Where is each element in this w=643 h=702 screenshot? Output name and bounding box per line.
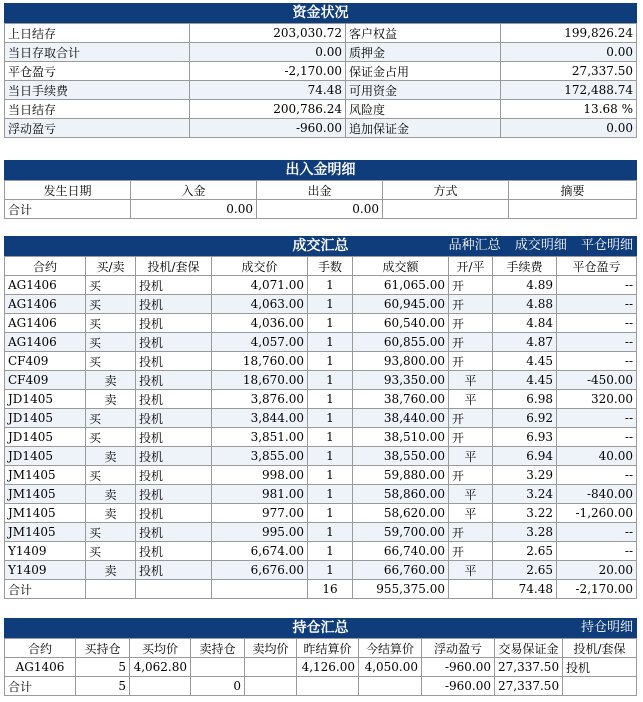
table-row — [5, 352, 637, 371]
positions-total-empty — [130, 677, 191, 696]
trades-cell: 1 — [308, 276, 353, 295]
trades-cell: 投机 — [136, 295, 212, 314]
positions-col-header: 投机/套保 — [563, 639, 637, 658]
trades-cell: 38,760.00 — [353, 390, 449, 409]
trades-cell: 4.45 — [493, 371, 557, 390]
fund-table — [4, 23, 637, 138]
trades-col-header: 手数 — [308, 257, 353, 276]
fund-value: 27,337.50 — [501, 62, 637, 81]
trades-total-empty — [449, 580, 493, 599]
inout-col-method: 方式 — [383, 181, 509, 200]
trades-cell: 卖 — [86, 447, 136, 466]
trades-cell: 买 — [86, 428, 136, 447]
trades-total-amount: 955,375.00 — [353, 580, 449, 599]
trades-cell: 981.00 — [212, 485, 308, 504]
table-row — [5, 447, 637, 466]
trades-table — [4, 256, 637, 599]
table-row — [5, 523, 637, 542]
trades-cell: 3.28 — [493, 523, 557, 542]
inout-total-out: 0.00 — [257, 200, 383, 219]
trades-cell: 2.65 — [493, 561, 557, 580]
inout-header-row — [5, 181, 637, 200]
trades-cell: 买 — [86, 466, 136, 485]
positions-total-margin: 27,337.50 — [495, 677, 563, 696]
trades-cell: 6,674.00 — [212, 542, 308, 561]
trades-cell: 3.29 — [493, 466, 557, 485]
positions-col-header: 买持仓 — [76, 639, 130, 658]
trades-cell: 66,760.00 — [353, 561, 449, 580]
trades-cell: -- — [557, 333, 637, 352]
trades-cell: 1 — [308, 352, 353, 371]
positions-title: 持仓汇总 — [292, 620, 349, 636]
trades-col-header: 手续费 — [493, 257, 557, 276]
trades-cell: -- — [557, 352, 637, 371]
trades-cell: 60,540.00 — [353, 314, 449, 333]
link-variety-summary[interactable]: 品种汇总 — [448, 238, 501, 253]
trades-cell: 投机 — [136, 542, 212, 561]
positions-cell: 5 — [76, 658, 130, 677]
trades-cell: 买 — [86, 542, 136, 561]
trades-cell: 1 — [308, 504, 353, 523]
trades-header — [4, 236, 637, 256]
table-row — [5, 314, 637, 333]
inout-col-summary: 摘要 — [509, 181, 637, 200]
trades-cell: JD1405 — [5, 409, 86, 428]
trades-cell: -- — [557, 276, 637, 295]
trades-cell: 卖 — [86, 390, 136, 409]
fund-label: 上日结存 — [5, 24, 190, 43]
positions-cell: 27,337.50 — [495, 658, 563, 677]
trades-cell: 2.65 — [493, 542, 557, 561]
trades-cell: 60,855.00 — [353, 333, 449, 352]
fund-value: 203,030.72 — [190, 24, 346, 43]
trades-cell: 投机 — [136, 333, 212, 352]
trades-cell: AG1406 — [5, 333, 86, 352]
trades-cell: 1 — [308, 542, 353, 561]
fund-label: 追加保证金 — [346, 119, 501, 138]
fund-label: 可用资金 — [346, 81, 501, 100]
trades-cell: 开 — [449, 523, 493, 542]
positions-cell: 4,050.00 — [359, 658, 422, 677]
trades-cell: 投机 — [136, 504, 212, 523]
positions-total-float: -960.00 — [422, 677, 495, 696]
positions-total-buy: 5 — [76, 677, 130, 696]
trades-cell: -- — [557, 523, 637, 542]
positions-cell — [245, 658, 297, 677]
positions-cell: 4,062.80 — [130, 658, 191, 677]
trades-cell: CF409 — [5, 371, 86, 390]
fund-value: -2,170.00 — [190, 62, 346, 81]
trades-cell: 61,065.00 — [353, 276, 449, 295]
trades-cell: JM1405 — [5, 523, 86, 542]
inout-total-row — [5, 200, 637, 219]
trades-col-header: 成交额 — [353, 257, 449, 276]
trades-total-lots: 16 — [308, 580, 353, 599]
trades-cell: -- — [557, 409, 637, 428]
trades-cell: 投机 — [136, 466, 212, 485]
trades-cell: 1 — [308, 523, 353, 542]
trades-cell: 38,550.00 — [353, 447, 449, 466]
trades-cell: 4.45 — [493, 352, 557, 371]
positions-col-header: 卖持仓 — [191, 639, 245, 658]
trades-total-empty — [136, 580, 212, 599]
trades-cell: 4.88 — [493, 295, 557, 314]
trades-total-row — [5, 580, 637, 599]
trades-cell: 买 — [86, 409, 136, 428]
positions-header-row — [5, 639, 637, 658]
trades-cell: AG1406 — [5, 295, 86, 314]
table-row — [5, 561, 637, 580]
trades-cell: 开 — [449, 409, 493, 428]
trades-cell: 卖 — [86, 371, 136, 390]
trades-cell: 3.22 — [493, 504, 557, 523]
trades-cell: 4,063.00 — [212, 295, 308, 314]
inout-total-label: 合计 — [5, 200, 131, 219]
trades-cell: Y1409 — [5, 561, 86, 580]
inout-title: 出入金明细 — [285, 162, 356, 178]
fund-label: 浮动盈亏 — [5, 119, 190, 138]
trades-cell: 58,620.00 — [353, 504, 449, 523]
inout-total-summary — [509, 200, 637, 219]
trades-cell: 1 — [308, 314, 353, 333]
positions-section — [4, 618, 637, 696]
trades-cell: 93,800.00 — [353, 352, 449, 371]
trades-cell: 977.00 — [212, 504, 308, 523]
trades-cell: 平 — [449, 485, 493, 504]
trades-cell: 4,036.00 — [212, 314, 308, 333]
fund-row — [5, 81, 637, 100]
positions-cell: 4,126.00 — [297, 658, 359, 677]
trades-cell: 3.24 — [493, 485, 557, 504]
trades-total-empty — [212, 580, 308, 599]
trades-cell: 买 — [86, 276, 136, 295]
trades-cell: 投机 — [136, 371, 212, 390]
trades-cell: 买 — [86, 333, 136, 352]
trades-cell: JD1405 — [5, 390, 86, 409]
trades-col-header: 平仓盈亏 — [557, 257, 637, 276]
trades-cell: 开 — [449, 276, 493, 295]
trades-cell: 4,071.00 — [212, 276, 308, 295]
trades-cell: -840.00 — [557, 485, 637, 504]
table-row — [5, 409, 637, 428]
trades-cell: AG1406 — [5, 314, 86, 333]
trades-cell: 995.00 — [212, 523, 308, 542]
trades-total-label: 合计 — [5, 580, 86, 599]
table-row — [5, 504, 637, 523]
trades-cell: 1 — [308, 295, 353, 314]
fund-value: 0.00 — [501, 119, 637, 138]
positions-cell — [191, 658, 245, 677]
trades-cell: 投机 — [136, 428, 212, 447]
trades-cell: 1 — [308, 485, 353, 504]
fund-row — [5, 24, 637, 43]
trades-cell: -- — [557, 466, 637, 485]
trades-cell: -- — [557, 314, 637, 333]
positions-total-row — [5, 677, 637, 696]
fund-row — [5, 119, 637, 138]
positions-col-header: 合约 — [5, 639, 76, 658]
trades-cell: 买 — [86, 523, 136, 542]
positions-col-header: 交易保证金 — [495, 639, 563, 658]
fund-label: 保证金占用 — [346, 62, 501, 81]
trades-cell: 20.00 — [557, 561, 637, 580]
fund-label: 客户权益 — [346, 24, 501, 43]
trades-cell: 18,670.00 — [212, 371, 308, 390]
trades-cell: 18,760.00 — [212, 352, 308, 371]
fund-label: 当日结存 — [5, 100, 190, 119]
positions-cell: AG1406 — [5, 658, 76, 677]
link-position-detail[interactable]: 持仓明细 — [580, 620, 633, 635]
trades-cell: -1,260.00 — [557, 504, 637, 523]
trades-cell: 3,844.00 — [212, 409, 308, 428]
inout-total-in: 0.00 — [131, 200, 257, 219]
trades-cell: 投机 — [136, 390, 212, 409]
positions-total-empty — [563, 677, 637, 696]
fund-section — [4, 3, 637, 138]
trades-header-row — [5, 257, 637, 276]
trades-cell: 4.84 — [493, 314, 557, 333]
trades-cell: 6.92 — [493, 409, 557, 428]
trades-cell: 投机 — [136, 276, 212, 295]
trades-cell: 1 — [308, 409, 353, 428]
trades-cell: 1 — [308, 371, 353, 390]
inout-col-out: 出金 — [257, 181, 383, 200]
trades-cell: 投机 — [136, 352, 212, 371]
trades-total-empty — [86, 580, 136, 599]
trades-cell: 4.87 — [493, 333, 557, 352]
fund-value: 199,826.24 — [501, 24, 637, 43]
trades-cell: 平 — [449, 504, 493, 523]
trades-cell: 6.98 — [493, 390, 557, 409]
fund-label: 当日存取合计 — [5, 43, 190, 62]
positions-col-header: 今结算价 — [359, 639, 422, 658]
trades-cell: 38,510.00 — [353, 428, 449, 447]
trades-cell: 4.89 — [493, 276, 557, 295]
trades-cell: 1 — [308, 447, 353, 466]
trades-cell: 1 — [308, 333, 353, 352]
trades-cell: 投机 — [136, 314, 212, 333]
table-row — [5, 485, 637, 504]
positions-cell: -960.00 — [422, 658, 495, 677]
table-row — [5, 371, 637, 390]
trades-cell: 320.00 — [557, 390, 637, 409]
trades-cell: JM1405 — [5, 466, 86, 485]
trades-cell: 59,880.00 — [353, 466, 449, 485]
fund-value: 74.48 — [190, 81, 346, 100]
trades-cell: 6,676.00 — [212, 561, 308, 580]
trades-cell: 开 — [449, 352, 493, 371]
trades-cell: -- — [557, 295, 637, 314]
trades-col-header: 成交价 — [212, 257, 308, 276]
trades-cell: 59,700.00 — [353, 523, 449, 542]
trades-cell: 开 — [449, 314, 493, 333]
trades-cell: 卖 — [86, 485, 136, 504]
trades-col-header: 买/卖 — [86, 257, 136, 276]
positions-col-header: 浮动盈亏 — [422, 639, 495, 658]
trades-cell: JD1405 — [5, 428, 86, 447]
positions-total-label: 合计 — [5, 677, 76, 696]
table-row — [5, 390, 637, 409]
trades-cell: AG1406 — [5, 276, 86, 295]
table-row — [5, 428, 637, 447]
trades-cell: 1 — [308, 390, 353, 409]
fund-label: 平仓盈亏 — [5, 62, 190, 81]
trades-cell: 卖 — [86, 504, 136, 523]
positions-col-header: 卖均价 — [245, 639, 297, 658]
inout-section — [4, 160, 637, 219]
trades-cell: 开 — [449, 333, 493, 352]
trades-cell: 平 — [449, 561, 493, 580]
fund-value: 200,786.24 — [190, 100, 346, 119]
fund-value: 13.68 % — [501, 100, 637, 119]
inout-col-in: 入金 — [131, 181, 257, 200]
trades-cell: 1 — [308, 428, 353, 447]
positions-links — [571, 618, 633, 638]
trades-cell: 开 — [449, 295, 493, 314]
trades-cell: 93,350.00 — [353, 371, 449, 390]
trades-cell: 开 — [449, 542, 493, 561]
trades-cell: 开 — [449, 428, 493, 447]
trades-cell: 4,057.00 — [212, 333, 308, 352]
fund-value: 0.00 — [190, 43, 346, 62]
trades-col-header: 合约 — [5, 257, 86, 276]
positions-cell: 投机 — [563, 658, 637, 677]
trades-cell: 投机 — [136, 561, 212, 580]
trades-cell: -- — [557, 542, 637, 561]
fund-value: 0.00 — [501, 43, 637, 62]
trades-cell: 3,876.00 — [212, 390, 308, 409]
trades-total-pnl: -2,170.00 — [557, 580, 637, 599]
trades-cell: 6.94 — [493, 447, 557, 466]
trades-col-header: 投机/套保 — [136, 257, 212, 276]
trades-cell: -- — [557, 428, 637, 447]
trades-cell: 平 — [449, 390, 493, 409]
positions-total-empty — [297, 677, 359, 696]
positions-table — [4, 638, 637, 696]
link-close-detail[interactable]: 平仓明细 — [580, 238, 633, 253]
link-trade-detail[interactable]: 成交明细 — [514, 238, 567, 253]
trades-cell: 买 — [86, 352, 136, 371]
trades-cell: 998.00 — [212, 466, 308, 485]
trades-cell: 1 — [308, 466, 353, 485]
trades-cell: 卖 — [86, 561, 136, 580]
positions-total-empty — [359, 677, 422, 696]
inout-table — [4, 180, 637, 219]
fund-label: 质押金 — [346, 43, 501, 62]
trades-title: 成交汇总 — [292, 238, 349, 254]
trades-cell: 3,855.00 — [212, 447, 308, 466]
positions-col-header: 买均价 — [130, 639, 191, 658]
trades-cell: 6.93 — [493, 428, 557, 447]
fund-label: 风险度 — [346, 100, 501, 119]
trades-cell: 投机 — [136, 409, 212, 428]
trades-cell: -450.00 — [557, 371, 637, 390]
trades-cell: 开 — [449, 466, 493, 485]
trades-cell: 58,860.00 — [353, 485, 449, 504]
trades-cell: JM1405 — [5, 485, 86, 504]
trades-cell: 38,440.00 — [353, 409, 449, 428]
fund-title: 资金状况 — [292, 5, 349, 21]
table-row — [5, 333, 637, 352]
trades-cell: 买 — [86, 314, 136, 333]
trades-cell: JD1405 — [5, 447, 86, 466]
fund-row — [5, 62, 637, 81]
trades-links — [439, 236, 633, 256]
positions-total-empty — [245, 677, 297, 696]
fund-label: 当日手续费 — [5, 81, 190, 100]
trades-cell: 投机 — [136, 485, 212, 504]
trades-cell: CF409 — [5, 352, 86, 371]
table-row — [5, 542, 637, 561]
trades-cell: 60,945.00 — [353, 295, 449, 314]
positions-col-header: 昨结算价 — [297, 639, 359, 658]
inout-col-date: 发生日期 — [5, 181, 131, 200]
trades-cell: 40.00 — [557, 447, 637, 466]
trades-cell: 平 — [449, 447, 493, 466]
trades-total-fee: 74.48 — [493, 580, 557, 599]
fund-row — [5, 43, 637, 62]
table-row — [5, 276, 637, 295]
trades-cell: 1 — [308, 561, 353, 580]
table-row — [5, 466, 637, 485]
inout-header — [4, 160, 637, 180]
trades-col-header: 开/平 — [449, 257, 493, 276]
inout-total-method — [383, 200, 509, 219]
fund-value: -960.00 — [190, 119, 346, 138]
table-row — [5, 295, 637, 314]
trades-section — [4, 236, 637, 599]
trades-cell: 66,740.00 — [353, 542, 449, 561]
positions-total-sell: 0 — [191, 677, 245, 696]
trades-cell: JM1405 — [5, 504, 86, 523]
fund-value: 172,488.74 — [501, 81, 637, 100]
table-row — [5, 658, 637, 677]
positions-header — [4, 618, 637, 638]
trades-cell: 投机 — [136, 523, 212, 542]
trades-cell: 3,851.00 — [212, 428, 308, 447]
trades-cell: 投机 — [136, 447, 212, 466]
fund-header — [4, 3, 637, 23]
trades-cell: 平 — [449, 371, 493, 390]
trades-cell: 买 — [86, 295, 136, 314]
fund-row — [5, 100, 637, 119]
trades-cell: Y1409 — [5, 542, 86, 561]
